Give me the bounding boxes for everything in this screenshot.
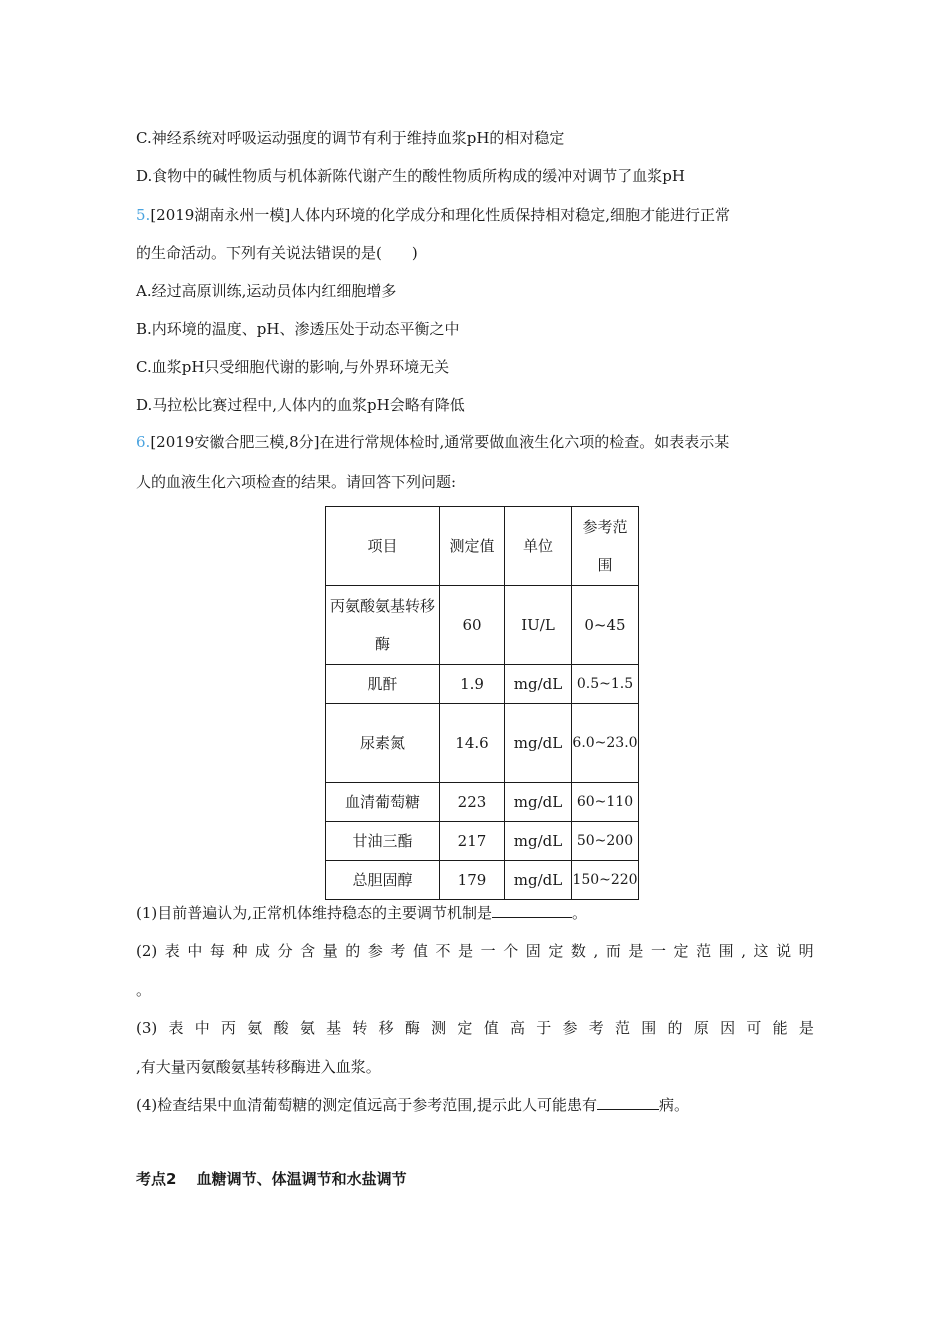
glyph: 的 xyxy=(667,1019,683,1037)
glyph: 每 xyxy=(209,942,225,960)
question-number: 6. xyxy=(136,433,151,451)
table-cell: 0~45 xyxy=(572,586,639,665)
table-cell: 60 xyxy=(440,586,505,665)
glyph: 种 xyxy=(232,942,248,960)
blood-test-table xyxy=(325,506,639,900)
option-q5-c: C.血浆pH只受细胞代谢的影响,与外界环境无关 xyxy=(136,358,450,376)
option-q5-d: D.马拉松比赛过程中,人体内的血浆pH会略有降低 xyxy=(136,396,465,414)
table-cell: 总胆固醇 xyxy=(326,861,440,900)
glyph: 表 xyxy=(164,942,180,960)
question-6-stem xyxy=(136,432,729,452)
table-row xyxy=(326,822,639,861)
glyph: , xyxy=(593,942,599,960)
glyph: 表 xyxy=(168,1019,184,1037)
table-cell: mg/dL xyxy=(505,822,572,861)
glyph: 个 xyxy=(503,942,519,960)
glyph: 定 xyxy=(548,942,564,960)
glyph: 分 xyxy=(277,942,293,960)
glyph: 不 xyxy=(435,942,451,960)
table-cell: 217 xyxy=(440,822,505,861)
option-q4-c: C.神经系统对呼吸运动强度的调节有利于维持血浆pH的相对稳定 xyxy=(136,129,565,147)
glyph: 中 xyxy=(194,1019,210,1037)
glyph: 一 xyxy=(650,942,666,960)
sub-question-end: 病。 xyxy=(659,1096,690,1114)
table-cell: 60~110 xyxy=(572,783,639,822)
glyph: , xyxy=(741,942,746,960)
glyph: 酸 xyxy=(273,1019,289,1037)
table-cell: 血清葡萄糖 xyxy=(326,783,440,822)
glyph: (2) xyxy=(136,942,158,960)
table-cell: 50~200 xyxy=(572,822,639,861)
question-5-stem-cont: 的生命活动。下列有关说法错误的是( ) xyxy=(136,244,418,262)
glyph: 是 xyxy=(458,942,474,960)
table-cell: mg/dL xyxy=(505,704,572,783)
sub-question-text: (4)检查结果中血清葡萄糖的测定值远高于参考范围,提示此人可能患有 xyxy=(136,1096,598,1114)
glyph: 转 xyxy=(352,1019,368,1037)
sub-question-3-end: ,有大量丙氨酸氨基转移酶进入血浆。 xyxy=(136,1058,381,1076)
glyph: 中 xyxy=(187,942,203,960)
table-row xyxy=(326,861,639,900)
sub-question-1 xyxy=(136,903,587,923)
table-header-cell: 项目 xyxy=(326,507,440,586)
sub-question-2-end: 。 xyxy=(136,981,152,999)
table-cell: 179 xyxy=(440,861,505,900)
table-row xyxy=(326,704,639,783)
answer-blank[interactable] xyxy=(597,1095,659,1110)
table-cell: 丙氨酸氨基转移酶 xyxy=(326,586,440,665)
glyph: 值 xyxy=(412,942,428,960)
glyph: 的 xyxy=(345,942,361,960)
glyph: 量 xyxy=(322,942,338,960)
sub-question-text: (1)目前普遍认为,正常机体维持稳态的主要调节机制是 xyxy=(136,904,493,922)
table-cell: mg/dL xyxy=(505,861,572,900)
glyph: 范 xyxy=(696,942,712,960)
table-cell: 14.6 xyxy=(440,704,505,783)
glyph: 能 xyxy=(772,1019,788,1037)
table-cell: 6.0~23.0 xyxy=(572,704,639,783)
table-row xyxy=(326,783,639,822)
table-header-cell: 参考范围 xyxy=(572,507,639,586)
question-5-stem xyxy=(136,205,730,225)
table-cell: 肌酐 xyxy=(326,665,440,704)
glyph: 而 xyxy=(605,942,621,960)
table-row xyxy=(326,665,639,704)
table-cell: 150~220 xyxy=(572,861,639,900)
glyph: 测 xyxy=(431,1019,447,1037)
glyph: 值 xyxy=(483,1019,499,1037)
sub-question-end: 。 xyxy=(572,904,588,922)
glyph: 因 xyxy=(720,1019,736,1037)
glyph: 说 xyxy=(776,942,792,960)
option-q5-a: A.经过高原训练,运动员体内红细胞增多 xyxy=(136,282,397,300)
glyph: 明 xyxy=(798,942,814,960)
question-text: [2019湖南永州一模]人体内环境的化学成分和理化性质保持相对稳定,细胞才能进行正常 xyxy=(150,206,730,224)
glyph: 围 xyxy=(641,1019,657,1037)
glyph: 参 xyxy=(562,1019,578,1037)
option-q4-d: D.食物中的碱性物质与机体新陈代谢产生的酸性物质所构成的缓冲对调节了血浆pH xyxy=(136,167,685,185)
glyph: 围 xyxy=(718,942,734,960)
table-cell: IU/L xyxy=(505,586,572,665)
question-text: [2019安徽合肥三模,8分]在进行常规体检时,通常要做血液生化六项的检查。如表表示某 xyxy=(150,433,730,451)
glyph: 原 xyxy=(693,1019,709,1037)
sub-question-2 xyxy=(136,941,814,961)
glyph: 成 xyxy=(255,942,271,960)
table-header-cell: 单位 xyxy=(505,507,572,586)
glyph: 参 xyxy=(367,942,383,960)
table-header-row xyxy=(326,507,639,586)
glyph: 丙 xyxy=(221,1019,237,1037)
glyph: 一 xyxy=(480,942,496,960)
option-q5-b: B.内环境的温度、pH、渗透压处于动态平衡之中 xyxy=(136,320,460,338)
sub-question-3 xyxy=(136,1018,814,1038)
table-header-cell: 测定值 xyxy=(440,507,505,586)
glyph: 范 xyxy=(615,1019,631,1037)
glyph: 固 xyxy=(525,942,541,960)
table-cell: mg/dL xyxy=(505,783,572,822)
glyph: 含 xyxy=(300,942,316,960)
glyph: 考 xyxy=(588,1019,604,1037)
glyph: 移 xyxy=(378,1019,394,1037)
answer-blank[interactable] xyxy=(492,903,572,918)
table-cell: 甘油三酯 xyxy=(326,822,440,861)
glyph: 高 xyxy=(509,1019,525,1037)
table-row xyxy=(326,586,639,665)
glyph: 定 xyxy=(457,1019,473,1037)
question-number: 5. xyxy=(136,206,151,224)
glyph: 可 xyxy=(746,1019,762,1037)
question-6-stem-cont: 人的血液生化六项检查的结果。请回答下列问题: xyxy=(136,473,457,491)
glyph: 氨 xyxy=(247,1019,263,1037)
glyph: 这 xyxy=(753,942,769,960)
glyph: (3) xyxy=(136,1019,158,1037)
table-cell: 1.9 xyxy=(440,665,505,704)
glyph: 考 xyxy=(390,942,406,960)
glyph: 数 xyxy=(570,942,586,960)
sub-question-4 xyxy=(136,1095,689,1115)
table-cell: 0.5~1.5 xyxy=(572,665,639,704)
table-cell: mg/dL xyxy=(505,665,572,704)
glyph: 是 xyxy=(798,1019,814,1037)
glyph: 定 xyxy=(673,942,689,960)
table-cell: 尿素氮 xyxy=(326,704,440,783)
table-cell: 223 xyxy=(440,783,505,822)
glyph: 于 xyxy=(536,1019,552,1037)
section-heading: 考点2 血糖调节、体温调节和水盐调节 xyxy=(136,1170,407,1188)
glyph: 基 xyxy=(326,1019,342,1037)
glyph: 酶 xyxy=(404,1019,420,1037)
glyph: 是 xyxy=(628,942,644,960)
glyph: 氨 xyxy=(299,1019,315,1037)
